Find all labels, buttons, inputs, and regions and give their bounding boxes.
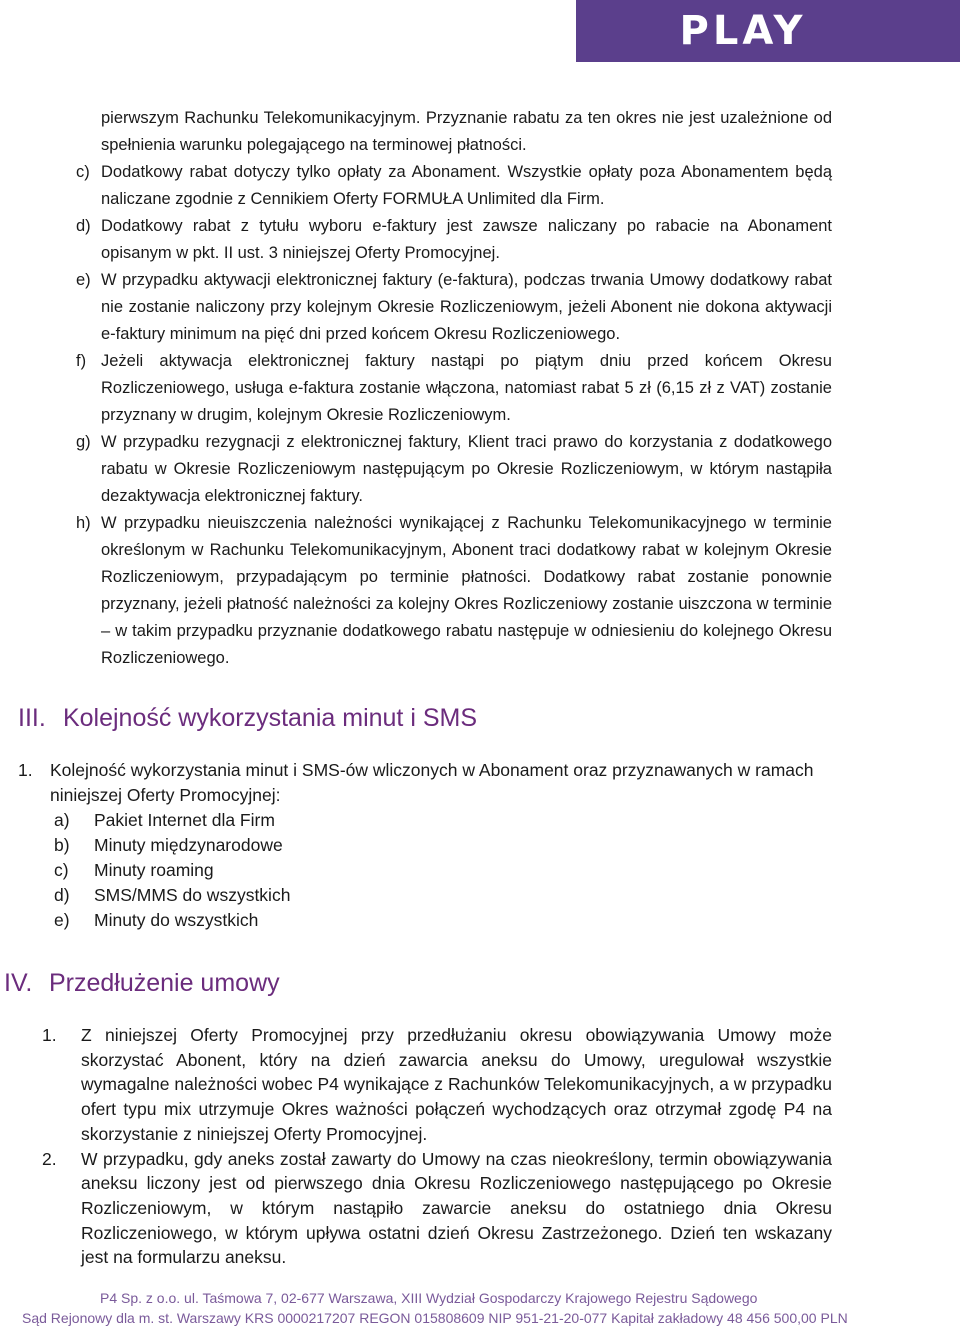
item-text: Minuty roaming xyxy=(94,860,214,880)
item-marker: 1. xyxy=(18,760,33,780)
continued-paragraph: pierwszym Rachunku Telekomunikacyjnym. Przyznanie rabatu za ten okres nie jest uzależnione od spełnienia warunku polegającego na terminowej płatności. xyxy=(101,109,832,154)
item-text: W przypadku aktywacji elektronicznej faktury (e-faktura), podczas trwania Umowy dodatkowy rabat nie zostanie naliczony przy kolejnym Okresie Rozliczeniowym, jeżeli Abonent nie dokona aktywacji e-faktury minimum na pięć dni przed końcem Okresu Rozliczeniowego. xyxy=(101,271,832,343)
item-marker: b) xyxy=(54,835,70,855)
item-marker: 2. xyxy=(42,1148,57,1169)
list-item xyxy=(18,758,833,808)
play-logo xyxy=(576,0,960,62)
section-title: Kolejność wykorzystania minut i SMS xyxy=(62,704,477,732)
section-iv-list xyxy=(42,1023,832,1270)
item-marker: a) xyxy=(54,810,70,830)
list-item xyxy=(76,429,832,510)
item-marker: c) xyxy=(76,163,90,181)
list-item xyxy=(54,858,833,883)
item-text: Pakiet Internet dla Firm xyxy=(94,810,275,830)
item-text: W przypadku rezygnacji z elektronicznej faktury, Klient traci prawo do korzystania z dodatkowego rabatu w Okresie Rozliczeniowym następującym po Okresie Rozliczeniowym, w którym nastąpiła dezaktywacja elektronicznej faktury. xyxy=(101,433,832,505)
list-item xyxy=(76,159,832,213)
item-text: SMS/MMS do wszystkich xyxy=(94,885,291,905)
list-item xyxy=(76,348,832,429)
item-marker: h) xyxy=(76,514,91,532)
item-marker: f) xyxy=(76,352,87,370)
item-text: W przypadku, gdy aneks został zawarty do Umowy na czas nieokreślony, termin obowiązywania aneksu liczony jest od pierwszego dnia Okresu Rozliczeniowego następującego po Okresie Rozliczeniowym, w którym nastąpiło zawarcie aneksu do ostatniego dnia Okresu Rozliczeniowego, w którym upływa ostatni dzień Okresu Zastrzeżonego. Dzień ten wskazany jest na formularzu aneksu. xyxy=(81,1148,832,1268)
list-item xyxy=(54,808,833,833)
item-text: Kolejność wykorzystania minut i SMS-ów wliczonych w Abonament oraz przyznawanych w ramach niniejszej Oferty Promocyjnej: xyxy=(50,760,814,805)
item-text: Z niniejszej Oferty Promocyjnej przy przedłużaniu okresu obowiązywania Umowy może skorzystać Abonent, który na dzień zawarcia aneksu do Umowy, uregulował wszystkie wymagalne należności wobec P4 wynikające z Rachunków Telekomunikacyjnych, a w przypadku ofert typu mix utrzymuje Okres ważności połączeń wychodzących oraz otrzymał zgodę P4 na skorzystanie z niniejszej Oferty Promocyjnej. xyxy=(81,1025,832,1144)
list-item xyxy=(42,1147,832,1271)
item-marker: e) xyxy=(54,910,70,930)
section-iv-heading xyxy=(4,968,280,998)
footer-line-2: Sąd Rejonowy dla m. st. Warszawy KRS 0000217207 REGON 015808609 NIP 951-21-20-077 Kapitał zakładowy 48 456 500,00 PLN xyxy=(22,1310,848,1326)
section-ii-continuation xyxy=(76,105,832,672)
item-marker: d) xyxy=(76,217,91,235)
list-item xyxy=(76,267,832,348)
item-marker: c) xyxy=(54,860,69,880)
item-marker: e) xyxy=(76,271,91,289)
item-marker: 1. xyxy=(42,1025,57,1045)
list-item xyxy=(76,510,832,672)
section-number: IV. xyxy=(4,969,33,997)
item-text: Dodatkowy rabat dotyczy tylko opłaty za Abonament. Wszystkie opłaty poza Abonamentem będą naliczane zgodnie z Cennikiem Oferty FORMUŁA Unlimited dla Firm. xyxy=(101,163,832,208)
item-text: Jeżeli aktywacja elektronicznej faktury nastąpi po piątym dniu przed końcem Okresu Rozliczeniowego, usługa e-faktura zostanie włączona, natomiast rabat 5 zł (6,15 zł z VAT) zostanie przyznany w drugim, kolejnym Okresie Rozliczeniowym. xyxy=(101,352,832,424)
sub-list xyxy=(18,808,833,933)
item-text: W przypadku nieuiszczenia należności wynikającej z Rachunku Telekomunikacyjnego w terminie określonym w Rachunku Telekomunikacyjnym, Abonent traci dodatkowy rabat w kolejnym Okresie Rozliczeniowym, przypadającym po terminie płatności. Dodatkowy rabat zostanie ponownie przyznany, jeżeli płatność należności za kolejny Okres Rozliczeniowy zostanie uiszczona w terminie – w takim przypadku przyznanie dodatkowego rabatu następuje w odniesieniu do kolejnego Okresu Rozliczeniowego. xyxy=(101,514,832,667)
section-number: III. xyxy=(18,704,46,732)
item-marker: g) xyxy=(76,433,91,451)
logo-text: PLAY xyxy=(679,8,807,54)
list-item xyxy=(76,213,832,267)
section-iii-list xyxy=(18,758,833,933)
footer-line-1: P4 Sp. z o.o. ul. Taśmowa 7, 02-677 Warszawa, XIII Wydział Gospodarczy Krajowego Rejestru Sądowego xyxy=(100,1290,758,1306)
list-item xyxy=(42,1023,832,1147)
footer xyxy=(0,1288,960,1328)
item-text: Minuty do wszystkich xyxy=(94,910,259,930)
list-item xyxy=(54,833,833,858)
item-marker: d) xyxy=(54,885,70,905)
list-item xyxy=(54,883,833,908)
item-text: Dodatkowy rabat z tytułu wyboru e-faktury jest zawsze naliczany po rabacie na Abonament opisanym w pkt. II ust. 3 niniejszej Oferty Promocyjnej. xyxy=(101,217,832,262)
section-iii-heading xyxy=(18,703,477,733)
item-text: Minuty międzynarodowe xyxy=(94,835,283,855)
section-title: Przedłużenie umowy xyxy=(48,969,280,997)
list-item xyxy=(54,908,833,933)
